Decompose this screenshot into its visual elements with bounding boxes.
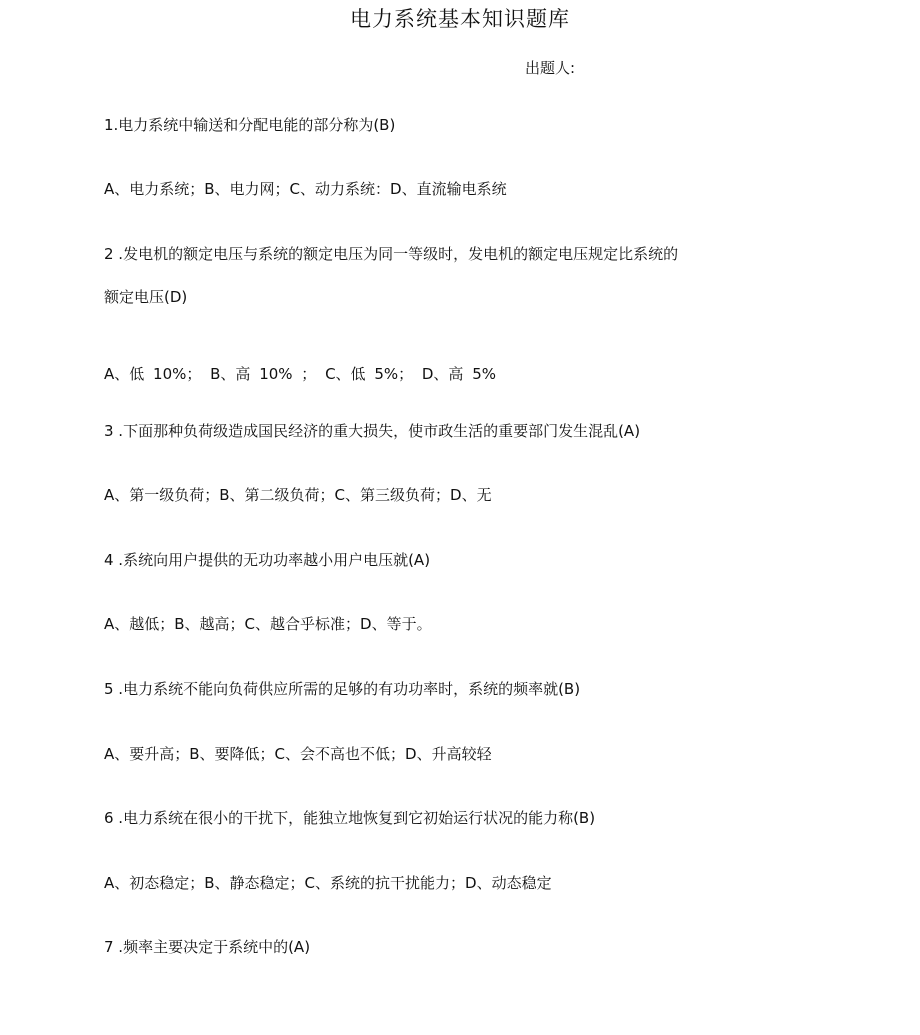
question-2-options: A、低 10%； B、高 10% ； C、低 5%； D、高 5%: [104, 365, 496, 383]
question-6-text: 6 .电力系统在很小的干扰下，能独立地恢复到它初始运行状况的能力称(B): [104, 809, 596, 827]
question-3-options: A、第一级负荷；B、第二级负荷；C、第三级负荷；D、无: [104, 486, 492, 504]
question-5-text: 5 .电力系统不能向负荷供应所需的足够的有功功率时，系统的频率就(B): [104, 680, 581, 698]
question-6-options: A、初态稳定；B、静态稳定；C、系统的抗干扰能力；D、动态稳定: [104, 874, 552, 892]
question-4-text: 4 .系统向用户提供的无功功率越小用户电压就(A): [104, 551, 431, 569]
question-5-options: A、要升高；B、要降低；C、会不高也不低；D、升高较轻: [104, 745, 492, 763]
question-1-text: 1.电力系统中输送和分配电能的部分称为(B): [104, 116, 396, 134]
question-2-text: 2 .发电机的额定电压与系统的额定电压为同一等级时，发电机的额定电压规定比系统的: [104, 245, 679, 263]
question-3-text: 3 .下面那种负荷级造成国民经济的重大损失，使市政生活的重要部门发生混乱(A): [104, 422, 641, 440]
author-label: 出题人:: [525, 59, 576, 77]
document-title: 电力系统基本知识题库: [350, 7, 570, 31]
question-1-options: A、电力系统；B、电力网；C、动力系统：D、直流输电系统: [104, 180, 507, 198]
question-2-text-continued: 额定电压(D): [104, 288, 188, 306]
question-7-text: 7 .频率主要决定于系统中的(A): [104, 938, 311, 956]
question-4-options: A、越低；B、越高；C、越合乎标准；D、等于。: [104, 615, 432, 633]
